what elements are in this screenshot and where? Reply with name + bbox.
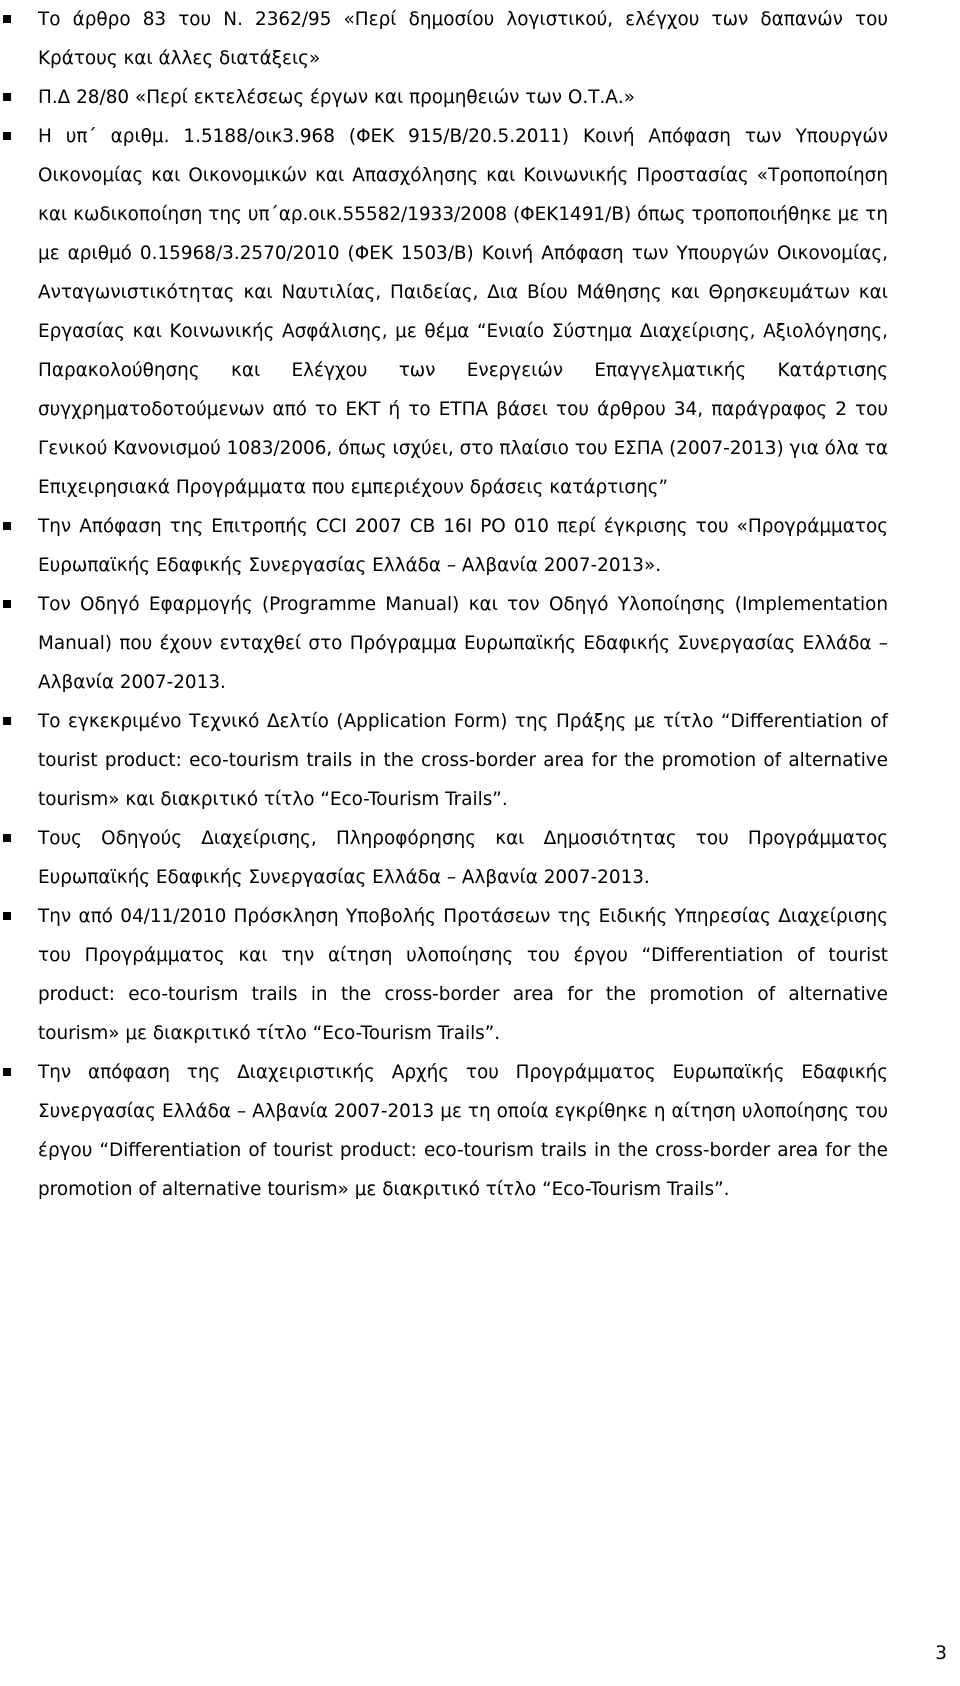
list-item — [38, 117, 888, 507]
list-item — [38, 78, 888, 117]
square-bullet-icon — [3, 15, 11, 23]
list-item-text: Η υπ΄ αριθμ. 1.5188/οικ3.968 (ΦΕΚ 915/Β/20.5.2011) Κοινή Απόφαση των Υπουργών Οικονομίας και Οικονομικών και Απασχόλησης και Κοινωνικής Προστασίας «Τροποποίηση και κωδικοποίηση της υπ΄αρ.οικ.55582/1933/2008 (ΦΕΚ1491/Β) όπως τροποποιήθηκε με τη με αριθμό 0.15968/3.2570/2010 (ΦΕΚ 1503/Β) Κοινή Απόφαση των Υπουργών Οικονομίας, Ανταγωνιστικότητας και Ναυτιλίας, Παιδείας, Δια Βίου Μάθησης και Θρησκευμάτων και Εργασίας και Κοινωνικής Ασφάλισης, με θέμα “Ενιαίο Σύστημα Διαχείρισης, Αξιολόγησης, Παρακολούθησης και Ελέγχου των Ενεργειών Επαγγελματικής Κατάρτισης συγχρηματοδοτούμενων από το ΕΚΤ ή το ΕΤΠΑ βάσει του άρθρου 34, παράγραφος 2 του Γενικού Κανονισμού 1083/2006, όπως ισχύει, στο πλαίσιο του ΕΣΠΑ (2007-2013) για όλα τα Επιχειρησιακά Προγράμματα που εμπεριέχουν δράσεις κατάρτισης” — [38, 126, 888, 498]
list-item — [38, 702, 888, 819]
square-bullet-icon — [3, 1068, 11, 1076]
square-bullet-icon — [3, 522, 11, 530]
list-item-text: Την από 04/11/2010 Πρόσκληση Υποβολής Προτάσεων της Ειδικής Υπηρεσίας Διαχείρισης του Προγράμματος και την αίτηση υλοποίησης του έργου “Differentiation of tourist product: eco-tourism trails in the cross-border area for the promotion of alternative tourism» με διακριτικό τίτλο “Eco-Tourism Trails”. — [38, 906, 888, 1044]
list-item-text: Το άρθρο 83 του Ν. 2362/95 «Περί δημοσίου λογιστικού, ελέγχου των δαπανών του Κράτους και άλλες διατάξεις» — [38, 9, 888, 69]
square-bullet-icon — [3, 600, 11, 608]
list-item-text: Το εγκεκριμένο Τεχνικό Δελτίο (Application Form) της Πράξης με τίτλο “Differentiation of tourist product: eco-tourism trails in the cross-border area for the promotion of alternative tourism» και διακριτικό τίτλο “Eco-Tourism Trails”. — [38, 711, 888, 810]
list-item — [38, 0, 888, 78]
page-number: 3 — [935, 1643, 947, 1664]
list-item — [38, 819, 888, 897]
legal-basis-list — [38, 0, 888, 1209]
list-item — [38, 897, 888, 1053]
square-bullet-icon — [3, 93, 11, 101]
square-bullet-icon — [3, 834, 11, 842]
square-bullet-icon — [3, 132, 11, 140]
list-item — [38, 507, 888, 585]
list-item-text: Π.Δ 28/80 «Περί εκτελέσεως έργων και προμηθειών των Ο.Τ.Α.» — [38, 87, 635, 108]
list-item-text: Την Απόφαση της Επιτροπής CCI 2007 CB 16I PO 010 περί έγκρισης του «Προγράμματος Ευρωπαϊκής Εδαφικής Συνεργασίας Ελλάδα – Αλβανία 2007-2013». — [38, 516, 888, 576]
list-item-text: Τον Οδηγό Εφαρμογής (Programme Manual) και τον Οδηγό Υλοποίησης (Implementation Manual) που έχουν ενταχθεί στο Πρόγραμμα Ευρωπαϊκής Εδαφικής Συνεργασίας Ελλάδα – Αλβανία 2007-2013. — [38, 594, 888, 693]
list-item-text: Τους Οδηγούς Διαχείρισης, Πληροφόρησης και Δημοσιότητας του Προγράμματος Ευρωπαϊκής Εδαφικής Συνεργασίας Ελλάδα – Αλβανία 2007-2013. — [38, 828, 888, 888]
list-item-text: Την απόφαση της Διαχειριστικής Αρχής του Προγράμματος Ευρωπαϊκής Εδαφικής Συνεργασίας Ελλάδα – Αλβανία 2007-2013 με τη οποία εγκρίθηκε η αίτηση υλοποίησης του έργου “Differentiation of tourist product: eco-tourism trails in the cross-border area for the promotion of alternative tourism» με διακριτικό τίτλο “Eco-Tourism Trails”. — [38, 1062, 888, 1200]
list-item — [38, 585, 888, 702]
square-bullet-icon — [3, 717, 11, 725]
square-bullet-icon — [3, 912, 11, 920]
list-item — [38, 1053, 888, 1209]
